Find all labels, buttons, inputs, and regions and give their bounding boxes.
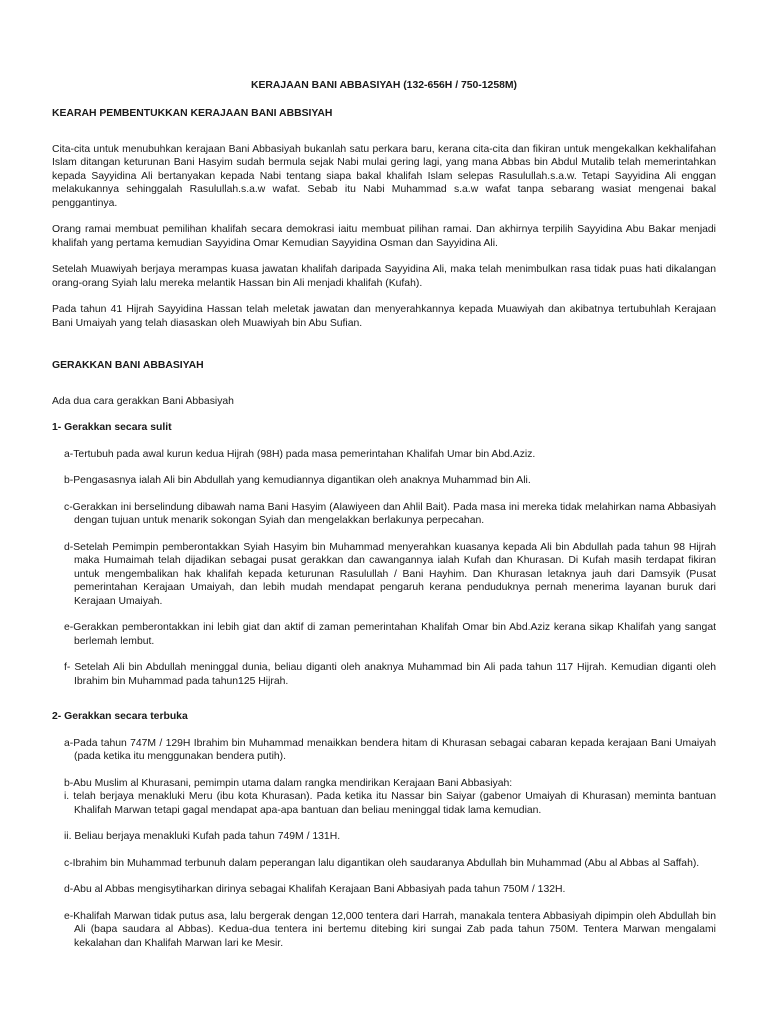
list-item: d-Abu al Abbas mengisytiharkan dirinya sebagai Khalifah Kerajaan Bani Abbasiyah pada tahun 750M / 132H. bbox=[64, 884, 566, 895]
section-heading-pembentukkan: KEARAH PEMBENTUKKAN KERAJAAN BANI ABBSIYAH bbox=[52, 108, 333, 119]
list-item: d-Setelah Pemimpin pemberontakkan Syiah Hasyim bin Muhammad menyerahkan kuasanya kepada Ali bin Abdullah pada tahun 98 Hijrah maka Humaimah telah dijadikan sebagai pusat gerakkan dan cawangannya ialah Kufah dan Khurasan. Di Kufah masih terdapat fikiran untuk mengembalikan hak khalifah kepada keturunan Rasulullah / Bani Hayhim. Dan Khurasan letaknya jauh dari Damsyik (Pusat pemerintahan Kerajaan Umaiyah, dan lebih mudah mendapat pengaruh kerana penduduknya pernah menerima layanan buruk dari Kerajaan Umaiyah. bbox=[64, 541, 716, 607]
sub-list-item: ii. Beliau berjaya menakluki Kufah pada tahun 749M / 131H. bbox=[64, 831, 341, 842]
list-item: e-Gerakkan pemberontakkan ini lebih giat dan aktif di zaman pemerintahan Khalifah Omar bin Abd.Aziz kerana sikap Khalifah yang sangat berlemah lembut. bbox=[64, 622, 716, 647]
list-item: c-Ibrahim bin Muhammad terbunuh dalam peperangan lalu digantikan oleh saudaranya Abdullah bin Muhammad (Abu al Abbas al Saffah). bbox=[64, 857, 700, 869]
list-item: a-Tertubuh pada awal kurun kedua Hijrah (98H) pada masa pemerintahan Khalifah Umar bin Abd.Aziz. bbox=[64, 448, 536, 460]
list-item: f- Setelah Ali bin Abdullah meninggal dunia, beliau diganti oleh anaknya Muhammad bin Ali pada tahun 117 Hijrah. Kemudian diganti oleh Ibrahim bin Muhammad pada tahun125 Hijrah. bbox=[64, 662, 716, 687]
section-heading-gerakkan: GERAKKAN BANI ABBASIYAH bbox=[52, 360, 204, 371]
section-intro: Ada dua cara gerakkan Bani Abbasiyah bbox=[52, 395, 234, 407]
list-item: b-Pengasasnya ialah Ali bin Abdullah yang kemudiannya digantikan oleh anaknya Muhammad bin Ali. bbox=[64, 475, 531, 486]
document-title: KERAJAAN BANI ABBASIYAH (132-656H / 750-1258M) bbox=[250, 80, 517, 91]
paragraph: Setelah Muawiyah berjaya merampas kuasa jawatan khalifah daripada Sayyidina Ali, maka telah menimbulkan rasa tidak puas hati dikalangan orang-orang Syiah lalu mereka melantik Hassan bin Ali menjadi khalifah (Kufah). bbox=[52, 264, 716, 289]
paragraph: Pada tahun 41 Hijrah Sayyidina Hassan telah meletak jawatan dan menyerahkannya kepada Muawiyah dan akibatnya tertubuhlah Kerajaan Bani Umaiyah yang telah diasaskan oleh Muawiyah bin Abu Sufian. bbox=[52, 304, 716, 329]
list-item: e-Khalifah Marwan tidak putus asa, lalu bergerak dengan 12,000 tentera dari Harrah, manakala tentera Abbasiyah dipimpin oleh Abdullah bin Ali (bapa saudara al Abbas). Kedua-dua tentera ini bertemu ditebing kiri sungai Zab pada tahun 750M. Tentera Marwan mengalami kekalahan dan Khalifah Marwan lari ke Mesir. bbox=[64, 910, 716, 949]
list-item: b-Abu Muslim al Khurasani, pemimpin utama dalam rangka mendirikan Kerajaan Bani Abbasiyah: bbox=[64, 777, 513, 789]
document-body bbox=[52, 107, 716, 950]
list-item: a-Pada tahun 747M / 129H Ibrahim bin Muhammad menaikkan bendera hitam di Khurasan sebagai cabaran kepada kerajaan Bani Umaiyah (pada ketika itu menggunakan bendera putih). bbox=[64, 737, 716, 762]
subsection-heading-sulit: 1- Gerakkan secara sulit bbox=[52, 422, 172, 433]
paragraph: Orang ramai membuat pemilihan khalifah secara demokrasi iaitu membuat pilihan ramai. Dan akhirnya terpilih Sayyidina Abu Bakar menjadi khalifah yang pertama kemudian Sayyidina Omar Kemudian Sayyidina Osman dan Sayyidina Ali. bbox=[52, 224, 716, 249]
subsection-heading-terbuka: 2- Gerakkan secara terbuka bbox=[52, 711, 188, 722]
list-item: c-Gerakkan ini berselindung dibawah nama Bani Hasyim (Alawiyeen dan Ahlil Bait). Pada masa ini mereka tidak melahirkan nama Abbasiyah dengan tujuan untuk menarik sokongan Syiah dan mengelakkan berlakunya perpecahan. bbox=[64, 501, 716, 526]
sub-list-item: i. telah berjaya menakluki Meru (ibu kota Khurasan). Pada ketika itu Nassar bin Saiyar (gabenor Umaiyah di Khurasan) meminta bantuan Khalifah Marwan tetapi gagal mendapat apa-apa bantuan dan beliau meninggal tidak lama kemudian. bbox=[64, 791, 716, 816]
paragraph: Cita-cita untuk menubuhkan kerajaan Bani Abbasiyah bukanlah satu perkara baru, kerana cita-cita dan fikiran untuk mengekalkan kekhalifahan Islam ditangan keturunan Bani Hasyim sudah bermula sejak Nabi mulai gering lagi, yang mana Abbas bin Abdul Mutalib telah memerintahkan kepada Sayyidina Ali bertanyakan kepada Nabi tentang siapa bakal khalifah Islam selepas Rasulullah.s.a.w. Tetapi Sayyidina Ali enggan melakukannya sehinggalah Rasulullah.s.a.w wafat. Sebab itu Nabi Muhammad s.a.w wafat tanpa sebarang wasiat mengenai bakal penggantinya. bbox=[52, 143, 716, 209]
